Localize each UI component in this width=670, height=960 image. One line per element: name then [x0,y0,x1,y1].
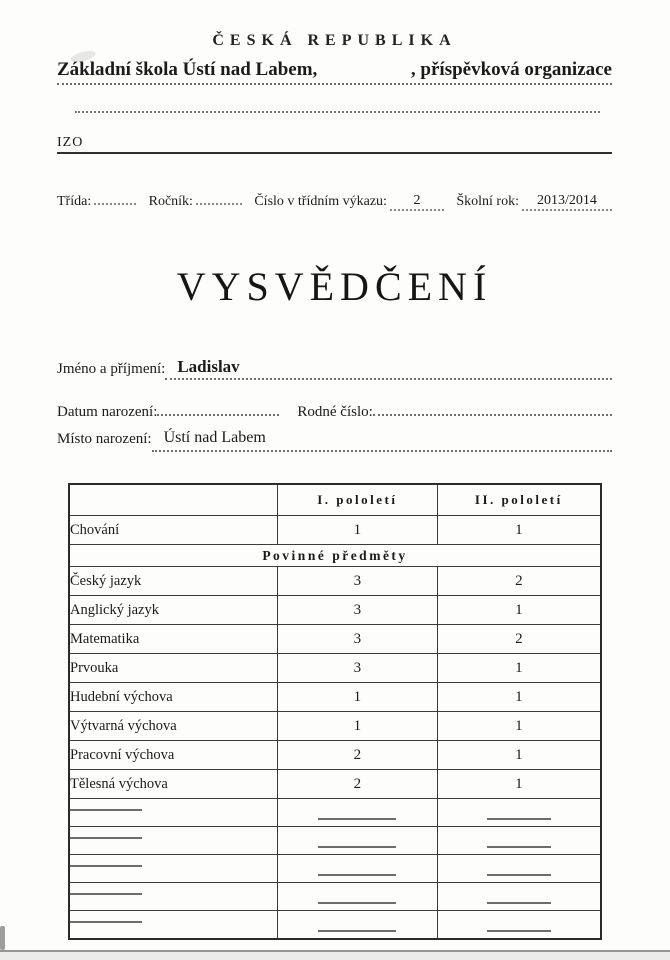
subject-name: Hudební výchova [69,683,278,712]
section-header-row [69,545,601,567]
blank-line [318,845,396,848]
empty-subject-row [69,855,601,883]
subject-grade-sem2: 1 [437,596,601,625]
behavior-row [69,516,601,545]
cislo-value-line [390,195,444,211]
birth-date-label: Datum narození: [57,404,158,420]
school-suffix: , příspěvková organizace [410,59,612,80]
birth-date-value-line [157,394,279,416]
empty-grade-sem1 [278,827,438,855]
birth-place-label: Místo narození: [57,431,152,447]
blank-line [487,817,551,820]
subject-grade-sem1: 3 [278,654,438,683]
subject-name: Anglický jazyk [69,596,278,625]
empty-grade-sem2 [437,911,601,940]
cislo-label: Číslo v třídním výkazu: [254,194,387,209]
subject-grade-sem1: 1 [278,683,438,712]
subject-grade-sem2: 1 [437,770,601,799]
trida-field [57,194,136,210]
class-info-row [57,194,612,211]
school-name-line [57,59,612,85]
semester2-column-header: II. pololetí [437,484,601,516]
document-title: VYSVĚDČENÍ [176,264,493,309]
name-label: Jméno a příjmení: [57,361,166,377]
subject-row [69,770,601,799]
subject-row [69,741,601,770]
subjects-body [69,567,601,940]
birth-place-value-line [152,430,612,452]
blank-line [487,873,551,876]
subject-row [69,654,601,683]
subject-name: Výtvarná výchova [69,712,278,741]
school-name: Základní škola Ústí nad Labem, [57,59,318,80]
subject-name: Matematika [69,625,278,654]
country-title: ČESKÁ REPUBLIKA [212,32,457,49]
empty-grade-sem2 [437,827,601,855]
blank-line [318,929,396,932]
trida-blank [94,203,136,205]
empty-subject-name [69,911,278,940]
empty-subject-name [69,799,278,827]
skolni-rok-label: Školní rok: [456,194,519,209]
blank-dotted-line [75,110,600,113]
empty-grade-sem1 [278,855,438,883]
rocnik-blank [196,203,242,205]
behavior-grade-sem2: 1 [437,516,601,545]
skolni-rok-value-line [522,195,612,211]
skolni-rok-field [456,194,612,211]
name-value: Ladislav [177,357,240,376]
skolni-rok-value: 2013/2014 [537,193,597,208]
scan-edge-mark [0,926,5,950]
trida-label: Třída: [57,194,92,209]
blank-line [70,920,142,923]
subject-row [69,596,601,625]
subject-grade-sem1: 3 [278,596,438,625]
semester1-column-header: I. pololetí [278,484,438,516]
subject-name: Český jazyk [69,567,278,596]
empty-subject-name [69,883,278,911]
subject-name: Pracovní výchova [69,741,278,770]
cislo-field [254,194,444,211]
empty-subject-row [69,883,601,911]
subject-grade-sem2: 1 [437,712,601,741]
subject-row [69,712,601,741]
empty-grade-sem1 [278,799,438,827]
empty-subject-row [69,911,601,940]
grades-table [68,483,602,940]
subject-grade-sem2: 2 [437,625,601,654]
name-row [57,358,612,385]
empty-grade-sem1 [278,911,438,940]
blank-line [70,892,142,895]
blank-line [318,901,396,904]
birth-number-value-line [373,394,612,416]
student-info-block [57,358,612,457]
subject-grade-sem2: 2 [437,567,601,596]
empty-subject-row [69,799,601,827]
blank-line [487,901,551,904]
blank-line [487,845,551,848]
empty-grade-sem2 [437,799,601,827]
subject-grade-sem2: 1 [437,741,601,770]
subject-grade-sem1: 1 [278,712,438,741]
subject-grade-sem1: 3 [278,567,438,596]
blank-line [318,817,396,820]
subject-grade-sem1: 2 [278,770,438,799]
name-value-line [165,358,612,380]
rocnik-field [149,194,242,210]
table-header-row [69,484,601,516]
rocnik-label: Ročník: [148,194,193,209]
blank-line [70,808,142,811]
behavior-grade-sem1: 1 [278,516,438,545]
izo-row [57,133,612,154]
blank-line [318,873,396,876]
birth-row [57,394,612,421]
subject-column-header [69,484,278,516]
subject-grade-sem1: 2 [278,741,438,770]
subject-row [69,683,601,712]
subject-name: Tělesná výchova [69,770,278,799]
subject-name: Prvouka [69,654,278,683]
subject-grade-sem2: 1 [437,654,601,683]
blank-line [487,929,551,932]
subject-grade-sem1: 3 [278,625,438,654]
izo-label: IZO [57,135,84,150]
empty-subject-name [69,855,278,883]
section-header-label: Povinné předměty [69,545,601,567]
subject-grade-sem2: 1 [437,683,601,712]
empty-grade-sem2 [437,855,601,883]
birth-number-label: Rodné číslo: [297,404,373,420]
subject-row [69,567,601,596]
empty-grade-sem1 [278,883,438,911]
blank-line [70,864,142,867]
paper-bottom-edge [0,950,670,960]
subject-row [69,625,601,654]
cislo-value: 2 [413,193,421,208]
empty-grade-sem2 [437,883,601,911]
birth-place-value: Ústí nad Labem [163,429,266,446]
empty-subject-name [69,827,278,855]
empty-subject-row [69,827,601,855]
behavior-label: Chování [69,516,278,545]
birth-place-row [57,430,612,457]
blank-line [70,836,142,839]
